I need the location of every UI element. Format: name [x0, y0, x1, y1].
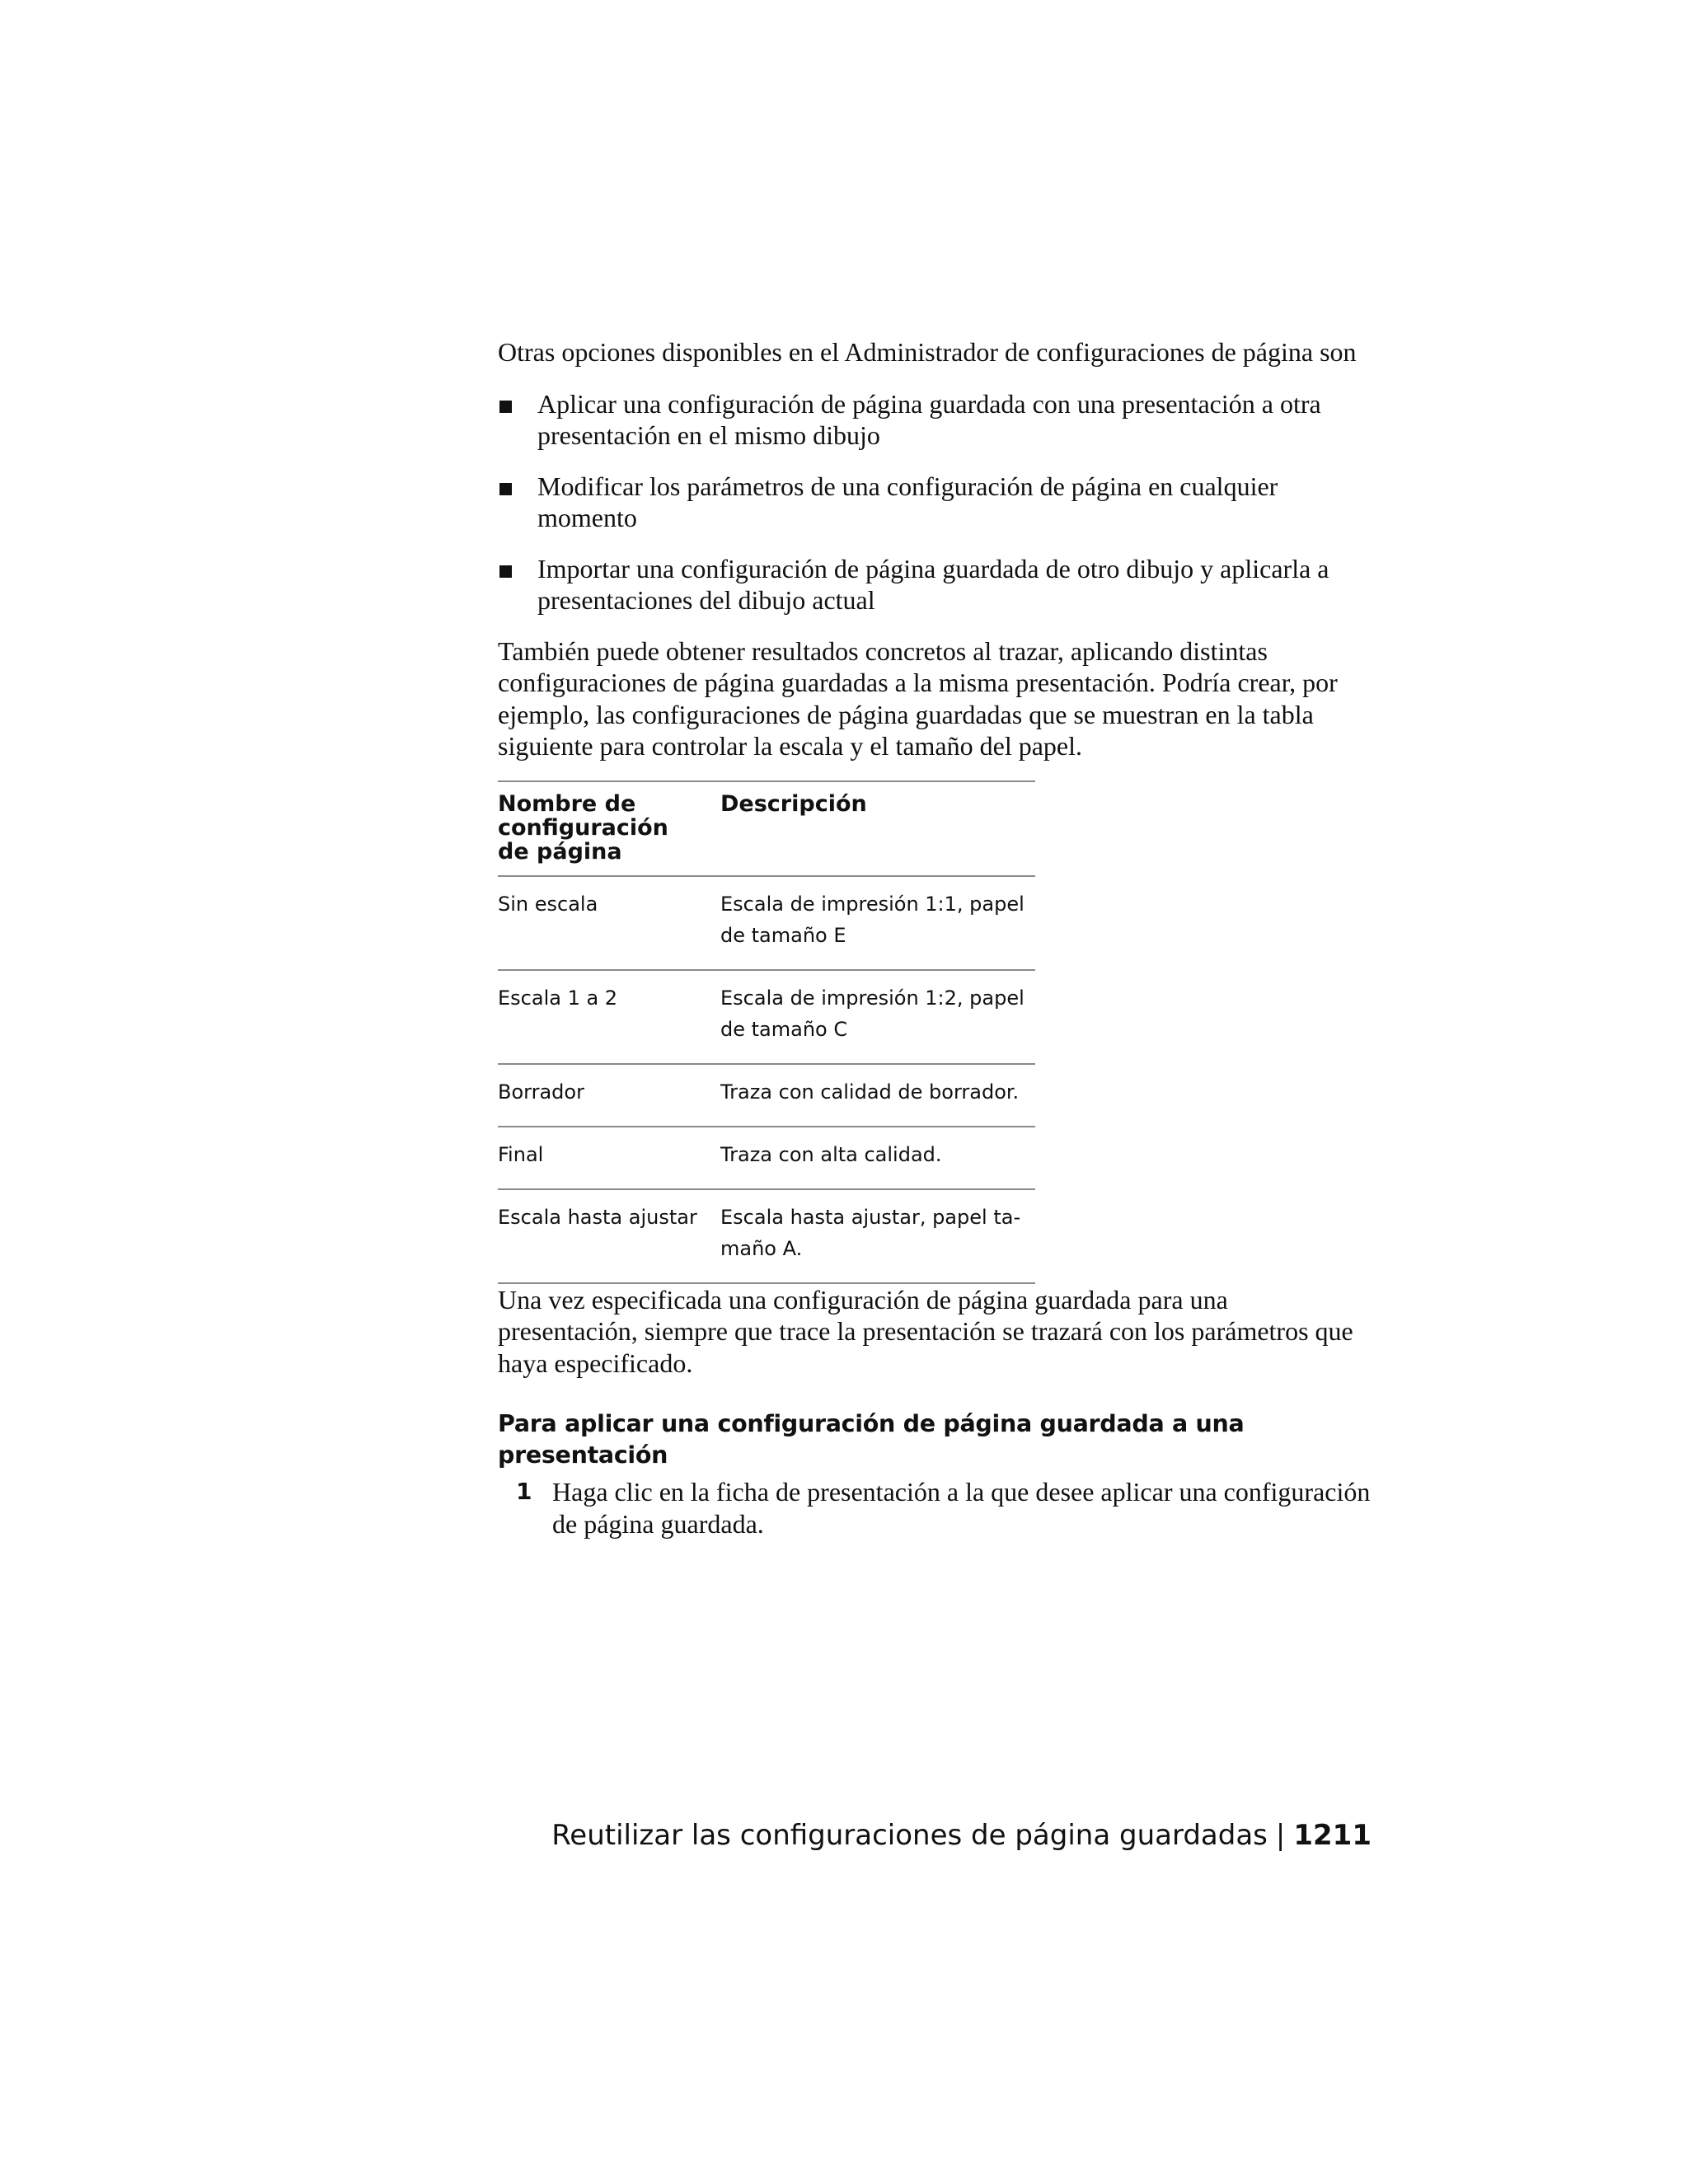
- square-bullet-icon: [499, 565, 512, 578]
- procedure-steps: [498, 1476, 1372, 1540]
- list-item-text: Aplicar una configuración de página guardada con una presentación a otra presentación en el mismo dibujo: [537, 388, 1321, 450]
- table-cell-name: Sin escala: [498, 876, 720, 970]
- column-header-name: Nombre de configuración de página: [498, 781, 720, 876]
- table-row: [498, 1189, 1035, 1283]
- page-content: [498, 336, 1372, 1540]
- page-setup-table: [498, 780, 1035, 1284]
- summary-paragraph: Una vez especificada una configuración de página guardada para una presentación, siempre que trace la presentación se trazará con los parámetros que haya especificado.: [498, 1284, 1353, 1378]
- table-cell-name: Escala 1 a 2: [498, 970, 720, 1064]
- explanation-paragraph: También puede obtener resultados concretos al trazar, aplicando distintas configuraciones de página guardadas a la misma presentación. Podría crear, por ejemplo, las configuraciones de página guardadas que se muestran en la tabla siguiente para controlar la escala y el tamaño del papel.: [498, 635, 1338, 761]
- intro-paragraph: Otras opciones disponibles en el Administrador de configuraciones de página son: [498, 337, 1357, 367]
- table-cell-description: Traza con calidad de borrador.: [720, 1064, 1035, 1127]
- table-cell-description: Traza con alta calidad.: [720, 1127, 1035, 1189]
- table-header-row: [498, 781, 1035, 876]
- square-bullet-icon: [499, 401, 512, 413]
- step-number: 1: [516, 1478, 532, 1505]
- table-row: [498, 1127, 1035, 1189]
- table-cell-name: Borrador: [498, 1064, 720, 1127]
- table-cell-name: Final: [498, 1127, 720, 1189]
- table-cell-description: Escala hasta ajustar, papel tamaño A.: [720, 1189, 1035, 1283]
- list-item-text: Modificar los parámetros de una configuración de página en cualquier momento: [537, 471, 1278, 532]
- procedure-heading: Para aplicar una configuración de página guardada a una presentación: [498, 1410, 1245, 1469]
- square-bullet-icon: [499, 483, 512, 495]
- column-header-description: Descripción: [720, 781, 1035, 876]
- footer-separator: |: [1275, 1819, 1286, 1852]
- options-list: [498, 388, 1372, 616]
- table-row: [498, 876, 1035, 970]
- footer-section-title: Reutilizar las configuraciones de página guardadas: [551, 1819, 1268, 1852]
- table-cell-name: Escala hasta ajustar: [498, 1189, 720, 1283]
- step-item: [498, 1476, 1372, 1540]
- list-item: [498, 388, 1372, 452]
- list-item: [498, 471, 1372, 534]
- step-text: Haga clic en la ficha de presentación a la que desee aplicar una configuración de página guardada.: [552, 1477, 1371, 1539]
- table-cell-description: Escala de impresión 1:2, papel de tamaño C: [720, 970, 1035, 1064]
- table-row: [498, 1064, 1035, 1127]
- page-number: 1211: [1293, 1819, 1372, 1852]
- page-footer: [0, 1817, 1372, 1854]
- list-item-text: Importar una configuración de página guardada de otro dibujo y aplicarla a presentaciones del dibujo actual: [537, 553, 1329, 615]
- list-item: [498, 553, 1372, 616]
- table-row: [498, 970, 1035, 1064]
- table-cell-description: Escala de impresión 1:1, papel de tamaño E: [720, 876, 1035, 970]
